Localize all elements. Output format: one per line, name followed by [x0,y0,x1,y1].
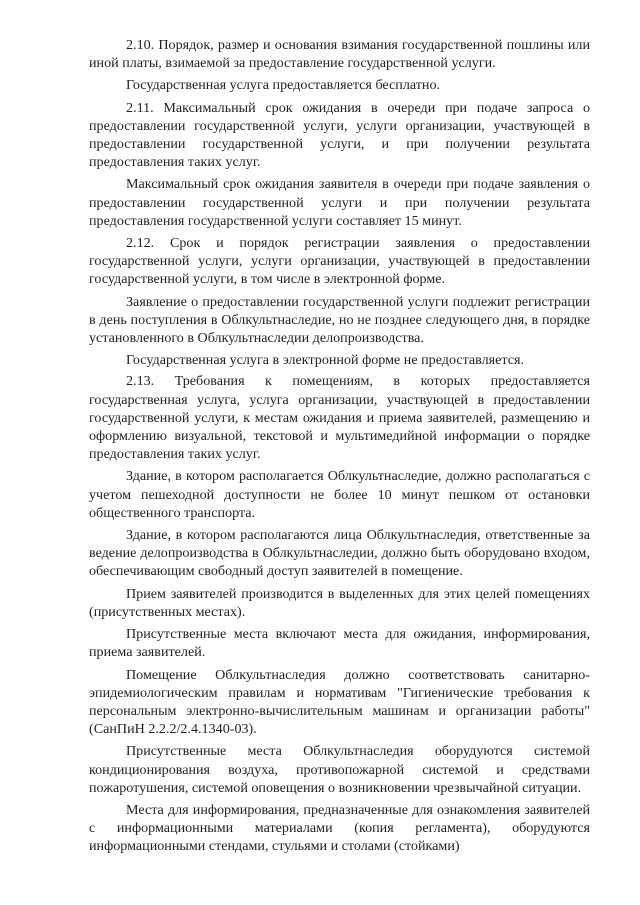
paragraph-reception-rooms: Прием заявителей производится в выделенных для этих целей помещениях (присутственных местах). [89,585,590,620]
paragraph-building-location: Здание, в котором располагается Облкультнаследие, должно располагаться с учетом пешеходной доступности не более 10 минут пешком от остановки общественного транспорта. [89,468,590,521]
paragraph-sanitary-norms: Помещение Облкультнаследия должно соответствовать санитарно-эпидемиологическим правилам и нормативам "Гигиенические требования к персональным электронно-вычислительным машинам и организации работы" (СанПиН 2.2.2/2.4.1340-03). [89,666,590,738]
paragraph-fee-free: Государственная услуга предоставляется бесплатно. [126,77,441,94]
paragraph-queue-time: Максимальный срок ожидания заявителя в очереди при подаче заявления о предоставлении государственной услуги и при получении результата предоставления государственной услуги составляет 15 минут. [89,176,590,229]
paragraph-building-entrance: Здание, в котором располагаются лица Облкультнаследия, ответственные за ведение делопроизводства в Облкультнаследии, должно быть оборудовано входом, обеспечивающим свободный доступ заявителей в помещение. [89,527,590,580]
paragraph-2-10-heading: 2.10. Порядок, размер и основания взимания государственной пошлины или иной платы, взимаемой за предоставление государственной услуги. [89,37,590,72]
paragraph-no-electronic: Государственная услуга в электронной форме не предоставляется. [126,352,525,369]
paragraph-2-13-heading: 2.13. Требования к помещениям, в которых предоставляется государственная услуга, услуга организации, участвующей в предоставлении государственной услуги, к местам ожидания и приема заявителей, размещению и оформлению визуальной, текстовой и мультимедийной информации о порядке предоставления таких услуг. [89,373,590,463]
paragraph-2-11-heading: 2.11. Максимальный срок ожидания в очереди при подаче запроса о предоставлении государственной услуги, услуги организации, участвующей в предоставлении государственной услуги, и при получении результата предоставления таких услуг. [89,99,590,171]
paragraph-equipment: Присутственные места Облкультнаследия оборудуются системой кондиционирования воздуха, противопожарной системой и средствами пожаротушения, системой оповещения о возникновении чрезвычайной ситуации. [89,743,590,796]
paragraph-2-12-heading: 2.12. Срок и порядок регистрации заявления о предоставлении государственной услуги, услуги организации, участвующей в предоставлении государственной услуги, в том числе в электронной форме. [89,235,590,288]
paragraph-info-places: Места для информирования, предназначенные для ознакомления заявителей с информационными материалами (копия регламента), оборудуются информационными стендами, стульями и столами (стойками) [89,801,590,855]
paragraph-registration: Заявление о предоставлении государственной услуги подлежит регистрации в день поступления в Облкультнаследие, но не позднее следующего дня, в порядке установленного в Облкультнаследии делопроизводства. [89,293,590,347]
paragraph-reception-places: Присутственные места включают места для ожидания, информирования, приема заявителей. [89,626,590,661]
